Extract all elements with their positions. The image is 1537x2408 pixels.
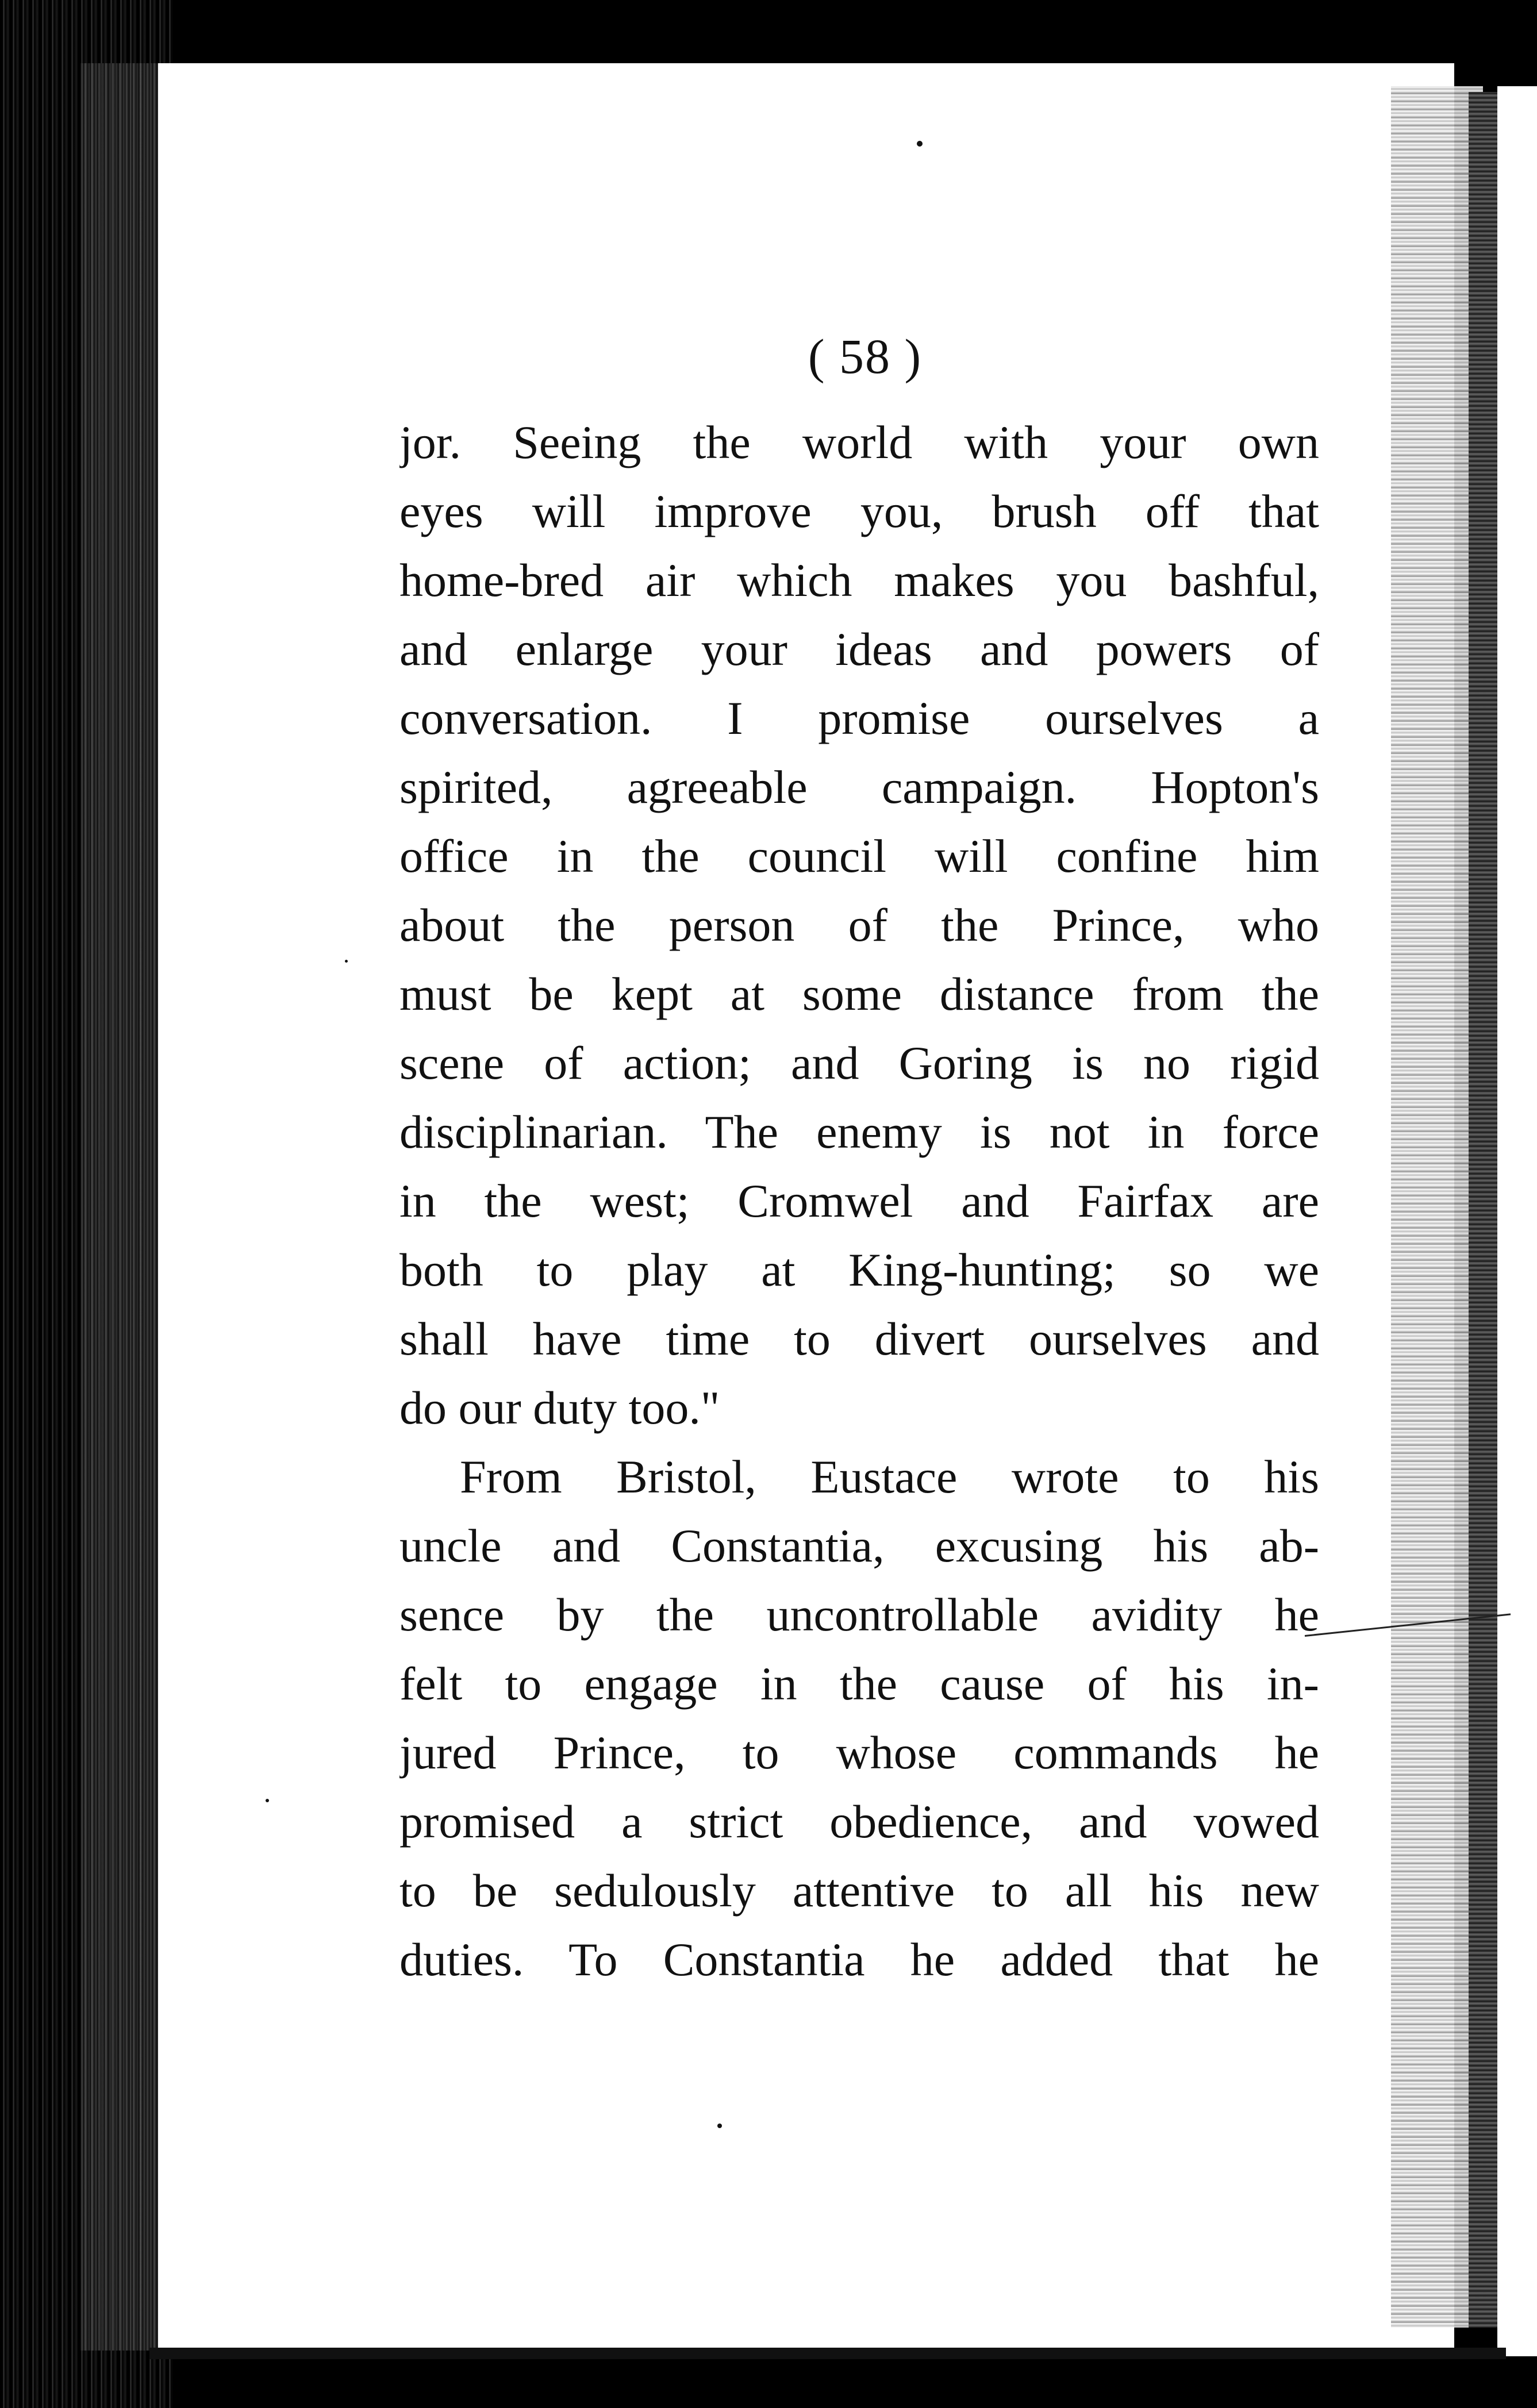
text-line: conversation. I promise ourselves a [399, 692, 1319, 744]
text-line: disciplinarian. The enemy is not in force [399, 1106, 1319, 1158]
text-line: duties. To Constantia he added that he [399, 1933, 1319, 1986]
text-line: felt to engage in the cause of his in- [399, 1657, 1319, 1710]
text-line: From Bristol, Eustace wrote to his [460, 1451, 1319, 1503]
text-line: office in the council will confine him [399, 830, 1319, 882]
scan-speck [917, 141, 923, 147]
page-number-header: ( 58 ) [808, 329, 923, 384]
page-fore-edge-shadow [1469, 92, 1497, 2328]
text-line: home-bred air which makes you bashful, [399, 554, 1319, 606]
text-line: sence by the uncontrollable avidity he [399, 1588, 1319, 1641]
text-line: uncle and Constantia, excusing his ab- [399, 1520, 1319, 1572]
text-line: do our duty too." [399, 1382, 720, 1434]
text-line: jured Prince, to whose commands he [399, 1726, 1319, 1779]
text-line: must be kept at some distance from the [399, 968, 1319, 1020]
text-line: shall have time to divert ourselves and [399, 1313, 1319, 1365]
text-line: promised a strict obedience, and vowed [399, 1795, 1319, 1848]
text-line: eyes will improve you, brush off that [399, 485, 1319, 537]
right-margin-strip [1497, 86, 1537, 2356]
text-line: in the west; Cromwel and Fairfax are [399, 1175, 1319, 1227]
text-line: to be sedulously attentive to all his new [399, 1864, 1319, 1917]
text-line: spirited, agreeable campaign. Hopton's [399, 761, 1319, 813]
text-line: both to play at King-hunting; so we [399, 1244, 1319, 1296]
text-line: about the person of the Prince, who [399, 899, 1319, 951]
page-bottom-edge [149, 2348, 1506, 2359]
text-line: jor. Seeing the world with your own [399, 416, 1319, 468]
scan-speck [717, 2124, 722, 2128]
book-binding-edge [0, 0, 172, 2408]
text-line: and enlarge your ideas and powers of [399, 623, 1319, 675]
scan-speck [266, 1799, 269, 1802]
scan-speck [345, 960, 348, 963]
text-line: scene of action; and Goring is no rigid [399, 1037, 1319, 1089]
page-text [399, 322, 1319, 1994]
